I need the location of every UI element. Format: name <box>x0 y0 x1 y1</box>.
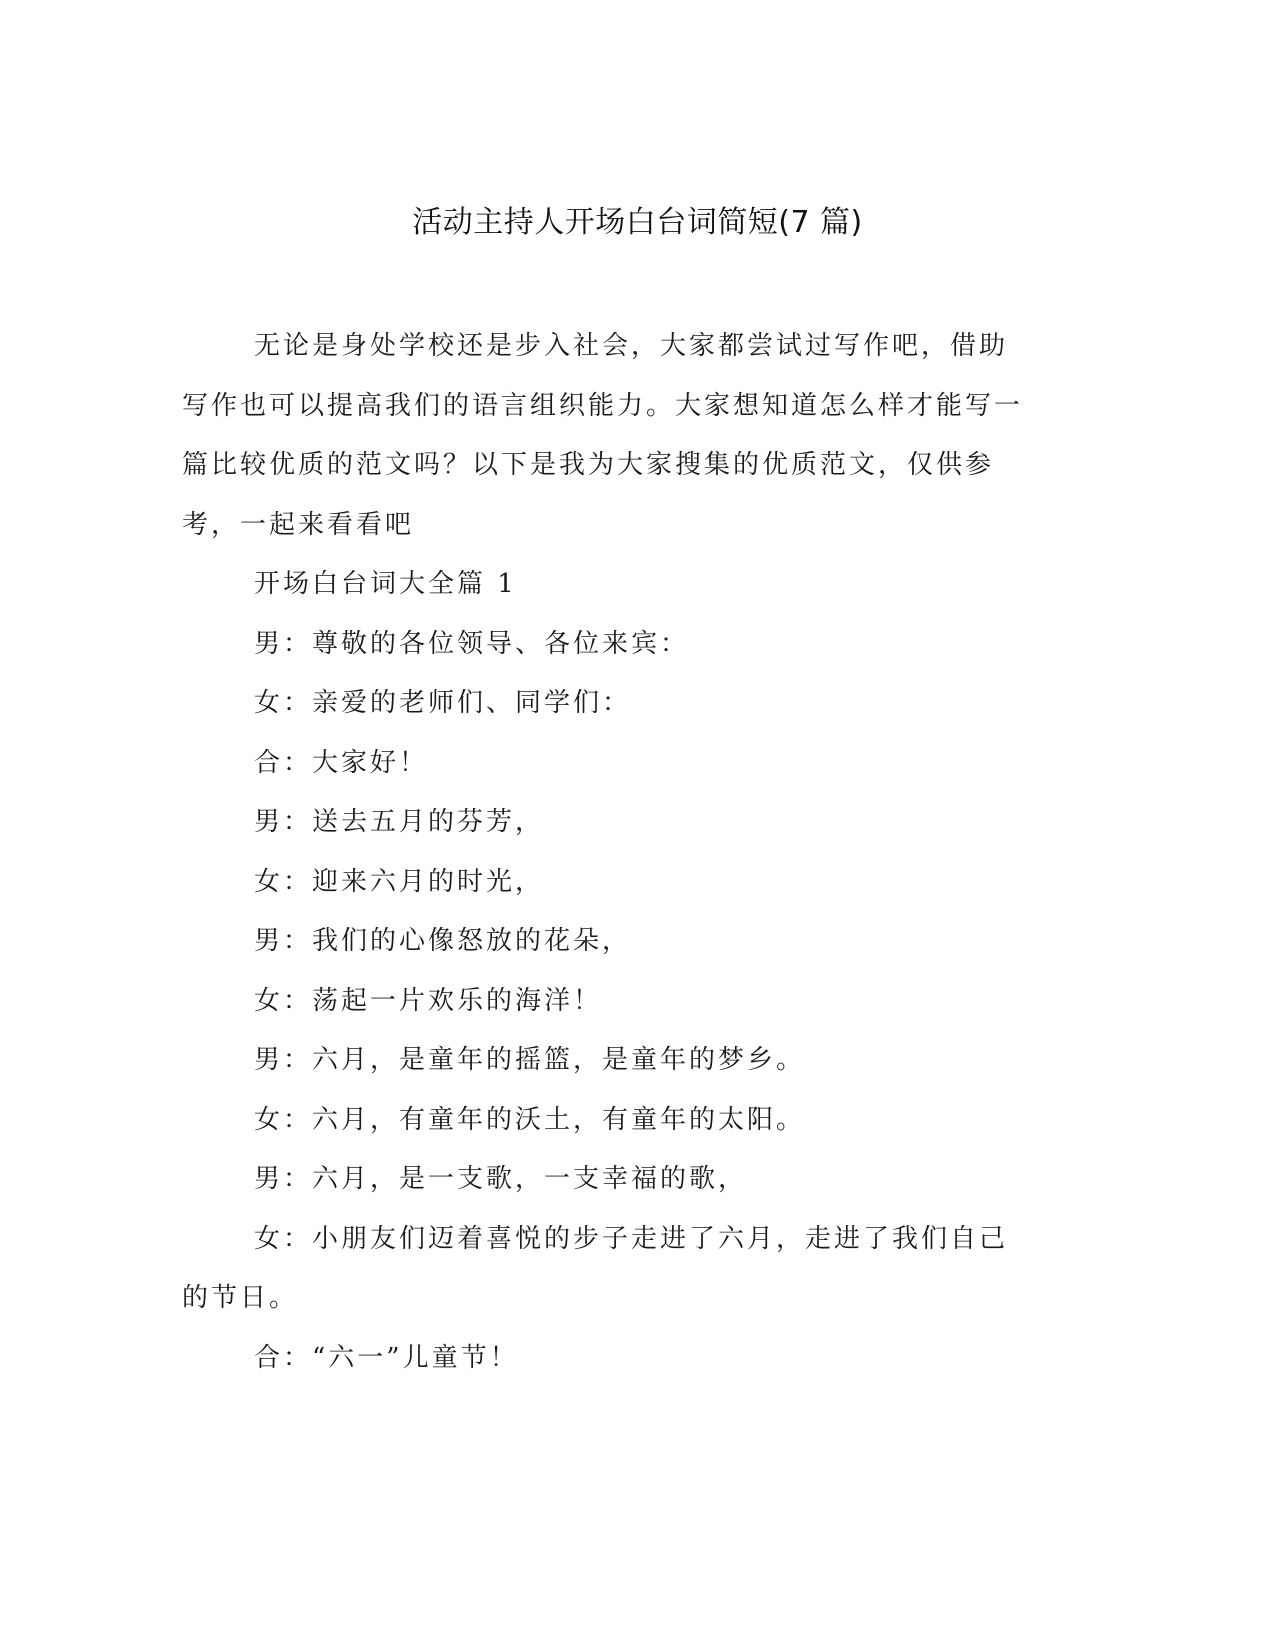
dialogue-line: 男：六月，是童年的摇篮，是童年的梦乡。 <box>254 1045 806 1075</box>
dialogue-line: 女：迎来六月的时光， <box>254 866 545 897</box>
document-title: 活动主持人开场白台词简短(7 篇) <box>412 205 863 240</box>
dialogue-line: 女：小朋友们迈着喜悦的步子走进了六月，走进了我们自己的节日。 <box>182 1223 1009 1313</box>
dialogue-line: 男：尊敬的各位领导、各位来宾： <box>254 628 690 659</box>
dialogue-line: 合：“六一”儿童节！ <box>254 1342 519 1373</box>
dialogue-line: 女：六月，有童年的沃土，有童年的太阳。 <box>254 1104 806 1135</box>
dialogue-line: 男：六月，是一支歌，一支幸福的歌， <box>254 1164 748 1194</box>
dialogue-line: 女：亲爱的老师们、同学们： <box>254 688 632 718</box>
section-heading: 开场白台词大全篇 1 <box>254 569 517 599</box>
dialogue-line: 女：荡起一片欢乐的海洋！ <box>254 985 603 1016</box>
document-body <box>182 317 1032 1388</box>
dialogue-line: 男：送去五月的芬芳， <box>254 807 545 837</box>
intro-paragraph: 无论是身处学校还是步入社会，大家都尝试过写作吧，借助写作也可以提高我们的语言组织能力。大家想知道怎么样才能写一篇比较优质的范文吗？以下是我为大家搜集的优质范文，仅供参考，一起来看看吧 <box>182 331 1024 540</box>
dialogue-line: 男：我们的心像怒放的花朵， <box>254 926 632 956</box>
dialogue-line: 合：大家好！ <box>254 747 429 778</box>
